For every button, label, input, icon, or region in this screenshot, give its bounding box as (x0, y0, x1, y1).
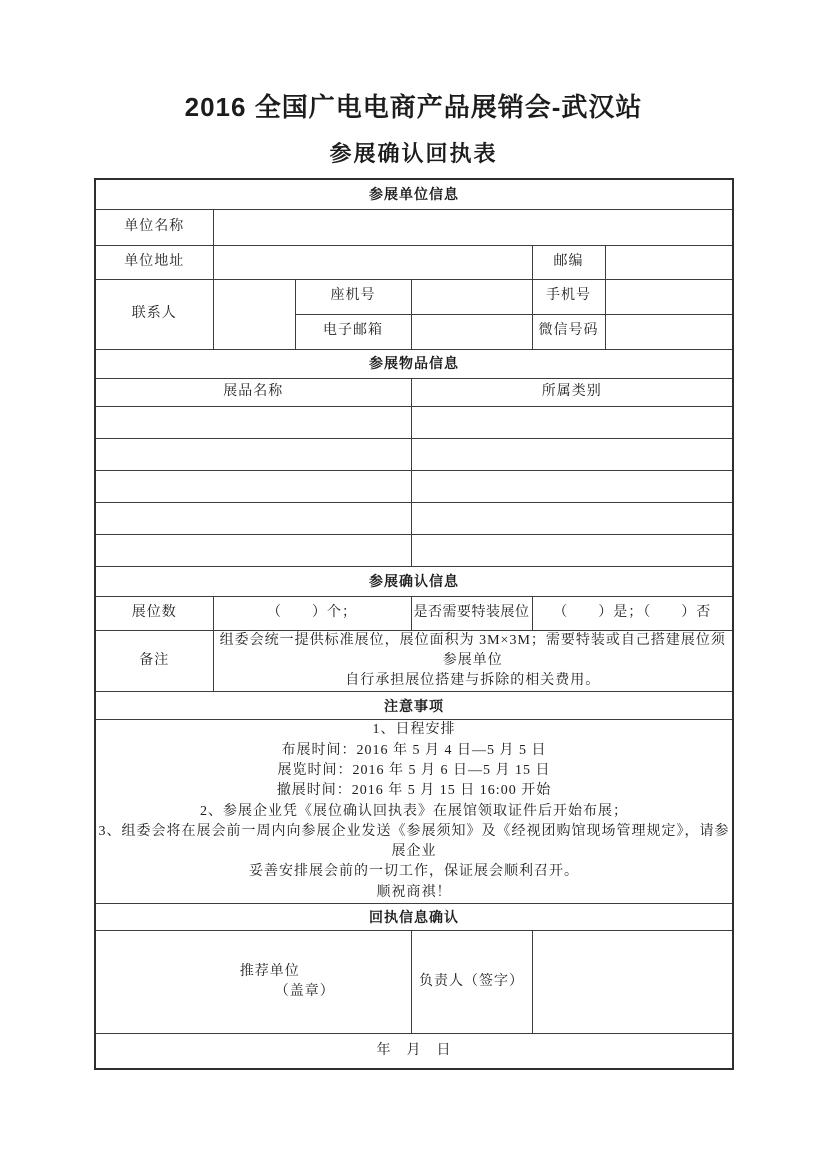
unit-address-row (95, 245, 733, 279)
item-name-field-1[interactable] (95, 406, 411, 438)
items-header-row (95, 378, 733, 406)
item-name-field-4[interactable] (95, 502, 411, 534)
mobile-field[interactable] (605, 279, 733, 314)
wechat-field[interactable] (605, 314, 733, 349)
mobile-label: 手机号 (532, 279, 605, 314)
remark-text (213, 630, 733, 692)
section-header-row-items-info (95, 349, 733, 378)
notes-line-1: 1、日程安排 (372, 722, 456, 738)
postal-code-field[interactable] (605, 245, 733, 279)
landline-field[interactable] (411, 279, 532, 314)
section-header-confirm-info: 参展确认信息 (95, 566, 733, 596)
section-header-items-info: 参展物品信息 (95, 349, 733, 378)
special-booth-field[interactable]: （ ）是；（ ）否 (532, 596, 733, 630)
remark-row (95, 630, 733, 692)
item-row-2 (95, 438, 733, 470)
notes-text (95, 720, 733, 904)
notes-line-5: 2、参展企业凭《展位确认回执表》在展馆领取证件后开始布展； (200, 803, 629, 819)
email-field[interactable] (411, 314, 532, 349)
item-category-field-3[interactable] (411, 470, 733, 502)
remark-text-line-2: 自行承担展位搭建与拆除的相关费用。 (345, 673, 601, 689)
signature-row (95, 931, 733, 1034)
date-field[interactable]: 年 月 日 (95, 1034, 733, 1069)
recommend-unit-cell (95, 931, 411, 1034)
contact-name-field[interactable] (213, 279, 295, 349)
seal-label: （盖章） (274, 984, 335, 1000)
booth-count-field[interactable]: （ ）个； (213, 596, 411, 630)
notes-line-4: 撤展时间：2016 年 5 月 15 日 16:00 开始 (276, 783, 552, 799)
section-header-unit-info: 参展单位信息 (95, 179, 733, 209)
postal-code-label: 邮编 (532, 245, 605, 279)
recommend-unit-label: 推荐单位 (239, 963, 300, 979)
unit-address-field[interactable] (213, 245, 532, 279)
section-header-row-receipt (95, 904, 733, 931)
item-category-field-2[interactable] (411, 438, 733, 470)
section-header-receipt: 回执信息确认 (95, 904, 733, 931)
item-row-4 (95, 502, 733, 534)
item-name-field-5[interactable] (95, 534, 411, 566)
item-row-1 (95, 406, 733, 438)
signature-field[interactable] (532, 931, 733, 1034)
notes-line-3: 展览时间：2016 年 5 月 6 日—5 月 15 日 (277, 762, 551, 778)
date-row (95, 1034, 733, 1069)
notes-line-7: 妥善安排展会前的一切工作，保证展会顺利召开。 (249, 864, 580, 880)
section-header-row-notes (95, 692, 733, 720)
booth-count-row (95, 596, 733, 630)
item-row-5 (95, 534, 733, 566)
notes-row (95, 720, 733, 904)
email-label: 电子邮箱 (295, 314, 411, 349)
item-name-field-3[interactable] (95, 470, 411, 502)
booth-count-label: 展位数 (95, 596, 213, 630)
unit-name-label: 单位名称 (95, 209, 213, 245)
item-row-3 (95, 470, 733, 502)
document-subtitle: 参展确认回执表 (329, 141, 498, 166)
section-header-row-unit-info (95, 179, 733, 209)
wechat-label: 微信号码 (532, 314, 605, 349)
notes-line-8: 顺祝商祺！ (376, 884, 452, 900)
item-name-column-header: 展品名称 (95, 378, 411, 406)
unit-name-field[interactable] (213, 209, 733, 245)
item-category-field-1[interactable] (411, 406, 733, 438)
landline-label: 座机号 (295, 279, 411, 314)
remark-label: 备注 (95, 630, 213, 692)
notes-line-2: 布展时间：2016 年 5 月 4 日—5 月 5 日 (281, 742, 547, 758)
item-category-field-4[interactable] (411, 502, 733, 534)
contact-row-1 (95, 279, 733, 314)
notes-line-6: 3、组委会将在展会前一周内向参展企业发送《参展须知》及《经视团购馆现场管理规定》，请参展企业 (98, 823, 730, 860)
item-category-field-5[interactable] (411, 534, 733, 566)
section-header-row-confirm-info (95, 566, 733, 596)
contact-label: 联系人 (95, 279, 213, 349)
section-header-notes: 注意事项 (95, 692, 733, 720)
item-name-field-2[interactable] (95, 438, 411, 470)
document-title: 2016 全国广电电商产品展销会-武汉站 (184, 92, 643, 122)
form-table (94, 178, 734, 1070)
special-booth-label: 是否需要特装展位 (411, 596, 532, 630)
unit-address-label: 单位地址 (95, 245, 213, 279)
unit-name-row (95, 209, 733, 245)
item-category-column-header: 所属类别 (411, 378, 733, 406)
signer-label: 负责人（签字） (411, 931, 532, 1034)
remark-text-line-1: 组委会统一提供标准展位，展位面积为 3M×3M；需要特装或自己搭建展位须参展单位 (219, 632, 726, 668)
